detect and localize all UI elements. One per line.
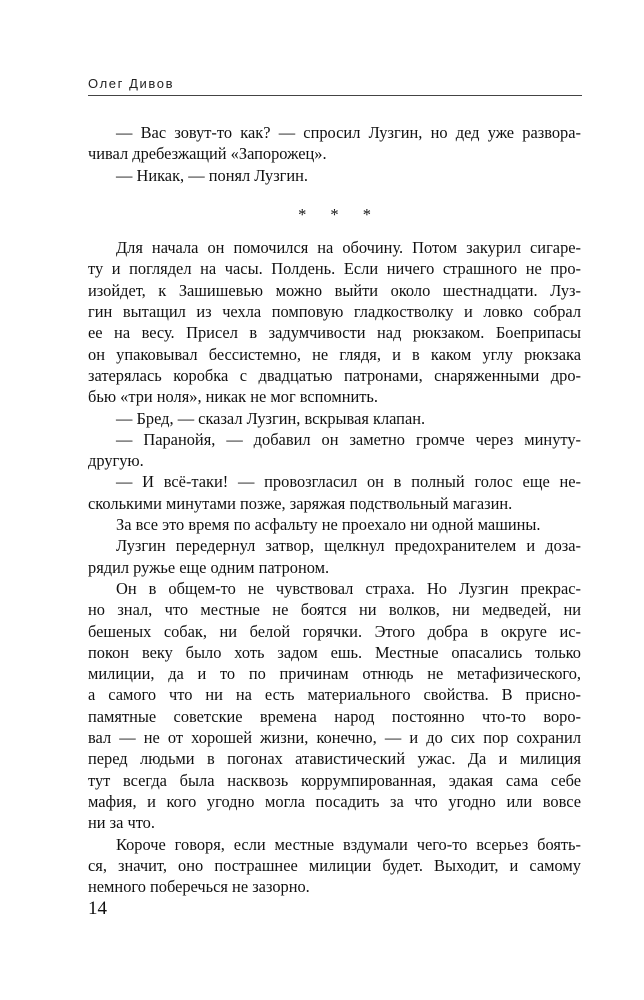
text-line: затерялась коробка с двадцатью патронами, снаряженными дро-: [88, 365, 581, 385]
text-line: немного поберечься не зазорно.: [88, 877, 310, 897]
section-separator: * * *: [298, 204, 381, 224]
text-line: а самого что ни на есть материального свойства. В присно-: [88, 685, 581, 705]
running-header-author: Олег Дивов: [88, 76, 175, 91]
text-line: — Никак, — понял Лузгин.: [116, 165, 309, 185]
text-line: перед людьми в погонах атавистический ужас. Да и милиция: [88, 749, 581, 769]
text-line: изойдет, к Зашишевью можно выйти около шестнадцати. Луз-: [88, 280, 581, 300]
text-line: сколькими минутами позже, заряжая подствольный магазин.: [88, 493, 513, 513]
text-line: За все это время по асфальту не проехало ни одной машины.: [116, 515, 541, 535]
text-line: Он в общем-то не чувствовал страха. Но Лузгин прекрас-: [116, 578, 581, 598]
text-line: — Паранойя, — добавил он заметно громче через минуту-: [116, 429, 581, 449]
text-line: вал — не от хорошей жизни, конечно, — и до сих пор сохранил: [88, 728, 581, 748]
text-line: но знал, что местные не боятся ни волков, ни медведей, ни: [88, 600, 581, 620]
text-line: покон веку было хоть задом ешь. Местные опасались только: [88, 642, 581, 662]
text-line: он упаковывал бессистемно, не глядя, и в каком углу рюкзака: [88, 344, 581, 364]
text-line: мафия, и кого угодно могла посадить за что угодно или вовсе: [88, 791, 581, 811]
text-line: другую.: [88, 451, 144, 471]
text-line: — И всё-таки! — провозгласил он в полный голос еще не-: [116, 472, 581, 492]
text-line: — Вас зовут-то как? — спросил Лузгин, но дед уже развора-: [116, 123, 581, 142]
text-line: бью «три ноля», никак не мог вспомнить.: [88, 387, 378, 407]
body-text: [88, 122, 581, 897]
text-line: рядил ружье еще одним патроном.: [88, 557, 330, 577]
text-line: памятные советские времена народ постоянно что-то воро-: [88, 706, 581, 726]
text-line: Для начала он помочился на обочину. Потом закурил сигаре-: [116, 238, 581, 258]
text-line: бешеных собак, ни белой горячки. Этого добра в округе ис-: [88, 621, 581, 641]
header-rule: [88, 95, 582, 96]
text-line: ту и поглядел на часы. Полдень. Если ничего страшного не про-: [88, 259, 581, 279]
text-line: Лузгин передернул затвор, щелкнул предохранителем и доза-: [116, 536, 581, 556]
text-line: ни за что.: [88, 813, 155, 833]
text-line: милиции, да и то по причинам отнюдь не метафизического,: [88, 664, 581, 684]
text-line: — Бред, — сказал Лузгин, вскрывая клапан.: [116, 408, 426, 428]
text-line: ее на весу. Присел в задумчивости над рюкзаком. Боеприпасы: [88, 323, 581, 343]
text-line: ся, значит, оно пострашнее милиции будет. Выходит, и самому: [88, 855, 581, 875]
text-line: тут всегда была насквозь коррумпированная, эдакая сама себе: [88, 770, 581, 790]
text-line: гин вытащил из чехла помповую гладкостволку и ловко собрал: [88, 302, 581, 322]
text-line: Короче говоря, если местные вздумали чего-то всерьез боять-: [116, 834, 581, 854]
page-number: 14: [88, 898, 107, 919]
text-line: чивал дребезжащий «Запорожец».: [88, 144, 327, 164]
